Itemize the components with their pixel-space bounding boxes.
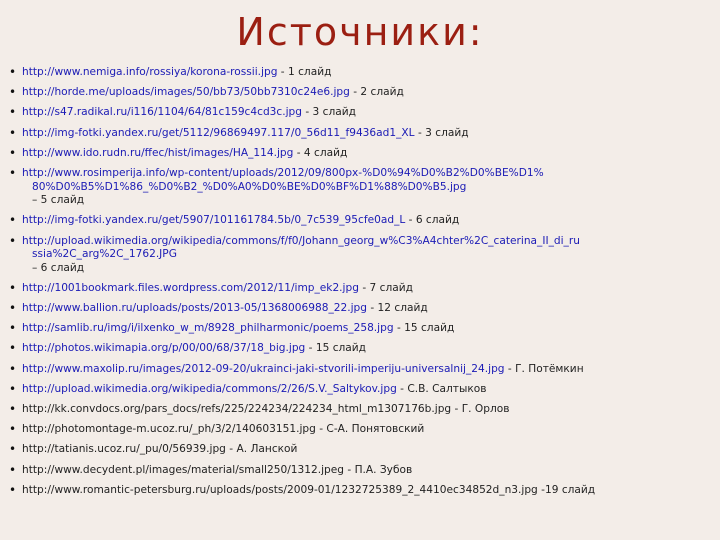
list-item <box>8 403 714 417</box>
list-item <box>8 86 714 100</box>
source-note: - 15 слайд <box>305 342 366 355</box>
source-note: - 15 слайд <box>393 322 455 335</box>
source-link[interactable]: http://img-fotki.yandex.ru/get/5907/101161784.5b/0_7c539_95cfe0ad_L <box>22 214 406 227</box>
source-note: - Г. Орлов <box>451 403 510 415</box>
source-link[interactable]: http://www.nemiga.info/rossiya/korona-rossii.jpg <box>22 66 278 78</box>
list-item <box>8 423 714 437</box>
source-note: - 12 слайд <box>367 302 428 315</box>
source-link[interactable] <box>22 167 544 193</box>
list-item <box>8 106 714 120</box>
source-note: - 6 слайд <box>405 214 460 227</box>
source-link-line-1: http://upload.wikimedia.org/wikipedia/commons/f/f0/Johann_georg_w%C3%A4chter%2C_caterina_II_di_ru <box>22 234 580 247</box>
list-item <box>8 66 714 80</box>
source-link[interactable]: http://www.decydent.pl/images/material/small250/1312.jpeg <box>22 463 345 476</box>
source-link[interactable]: http://www.ido.rudn.ru/ffec/hist/images/HA_114.jpg <box>22 146 294 159</box>
source-note: – 5 слайд <box>32 194 85 207</box>
source-note: - 1 слайд <box>277 66 332 78</box>
source-note: -19 слайд <box>537 483 596 496</box>
list-item <box>8 302 714 316</box>
source-link[interactable]: http://img-fotki.yandex.ru/get/5112/96869497.117/0_56d11_f9436ad1_XL <box>22 126 415 139</box>
source-link-line-2: ssia%2C_arg%2C_1762.JPG <box>32 248 177 261</box>
source-link[interactable]: http://kk.convdocs.org/pars_docs/refs/225/224234/224234_html_m1307176b.jpg <box>22 403 452 415</box>
source-link-line-2: 80%D0%B5%D1%86_%D0%B2_%D0%A0%D0%BE%D0%BF%D1%88%D0%B5.jpg <box>32 180 467 193</box>
source-note: - С.В. Салтыков <box>396 382 487 395</box>
list-item <box>8 383 714 397</box>
list-item <box>8 443 714 457</box>
source-link[interactable]: http://www.maxolip.ru/images/2012-09-20/ukrainci-jaki-stvorili-imperiju-universalnij_24.jpg <box>22 362 505 375</box>
list-item <box>8 484 714 498</box>
source-link[interactable]: http://www.romantic-petersburg.ru/uploads/posts/2009-01/1232725389_2_4410ec34852d_n3.jpg <box>22 483 538 496</box>
source-note: - 4 слайд <box>293 146 348 159</box>
source-link[interactable]: http://www.ballion.ru/uploads/posts/2013-05/1368006988_22.jpg <box>22 302 367 315</box>
list-item <box>8 322 714 336</box>
references-list <box>8 66 714 504</box>
source-note: - П.А. Зубов <box>344 463 413 476</box>
source-link-line-1: http://www.rosimperija.info/wp-content/uploads/2012/09/800px-%D0%94%D0%B2%D0%BE%D1% <box>22 166 544 179</box>
list-item <box>8 127 714 141</box>
source-link[interactable] <box>22 235 580 261</box>
source-link[interactable]: http://horde.me/uploads/images/50/bb73/50bb7310c24e6.jpg <box>22 86 350 99</box>
source-note: – 6 слайд <box>32 261 85 274</box>
source-note: - 7 слайд <box>358 281 413 294</box>
source-note: - 3 слайд <box>414 126 469 139</box>
list-item <box>8 214 714 228</box>
source-note: - Г. Потёмкин <box>504 362 584 375</box>
list-item <box>8 167 714 208</box>
source-note: - С-А. Понятовский <box>315 423 425 436</box>
source-link[interactable]: http://upload.wikimedia.org/wikipedia/commons/2/26/S.V._Saltykov.jpg <box>22 382 397 395</box>
source-link[interactable]: http://photos.wikimapia.org/p/00/00/68/37/18_big.jpg <box>22 342 306 355</box>
source-link[interactable]: http://1001bookmark.files.wordpress.com/2012/11/imp_ek2.jpg <box>22 281 359 294</box>
source-note: - 2 слайд <box>349 86 404 99</box>
list-item <box>8 147 714 161</box>
source-link[interactable]: http://tatianis.ucoz.ru/_pu/0/56939.jpg <box>22 443 226 456</box>
source-link[interactable]: http://photomontage-m.ucoz.ru/_ph/3/2/140603151.jpg <box>22 423 316 436</box>
list-item <box>8 282 714 296</box>
list-item <box>8 464 714 478</box>
source-link[interactable]: http://s47.radikal.ru/i116/1104/64/81c159c4cd3c.jpg <box>22 106 302 119</box>
list-item <box>8 235 714 276</box>
source-link[interactable]: http://samlib.ru/img/i/ilxenko_w_m/8928_philharmonic/poems_258.jpg <box>22 322 394 335</box>
source-note: - А. Ланской <box>225 443 298 456</box>
list-item <box>8 363 714 377</box>
list-item <box>8 342 714 356</box>
source-note: - 3 слайд <box>302 106 356 119</box>
slide-title: Источники: <box>236 10 484 54</box>
